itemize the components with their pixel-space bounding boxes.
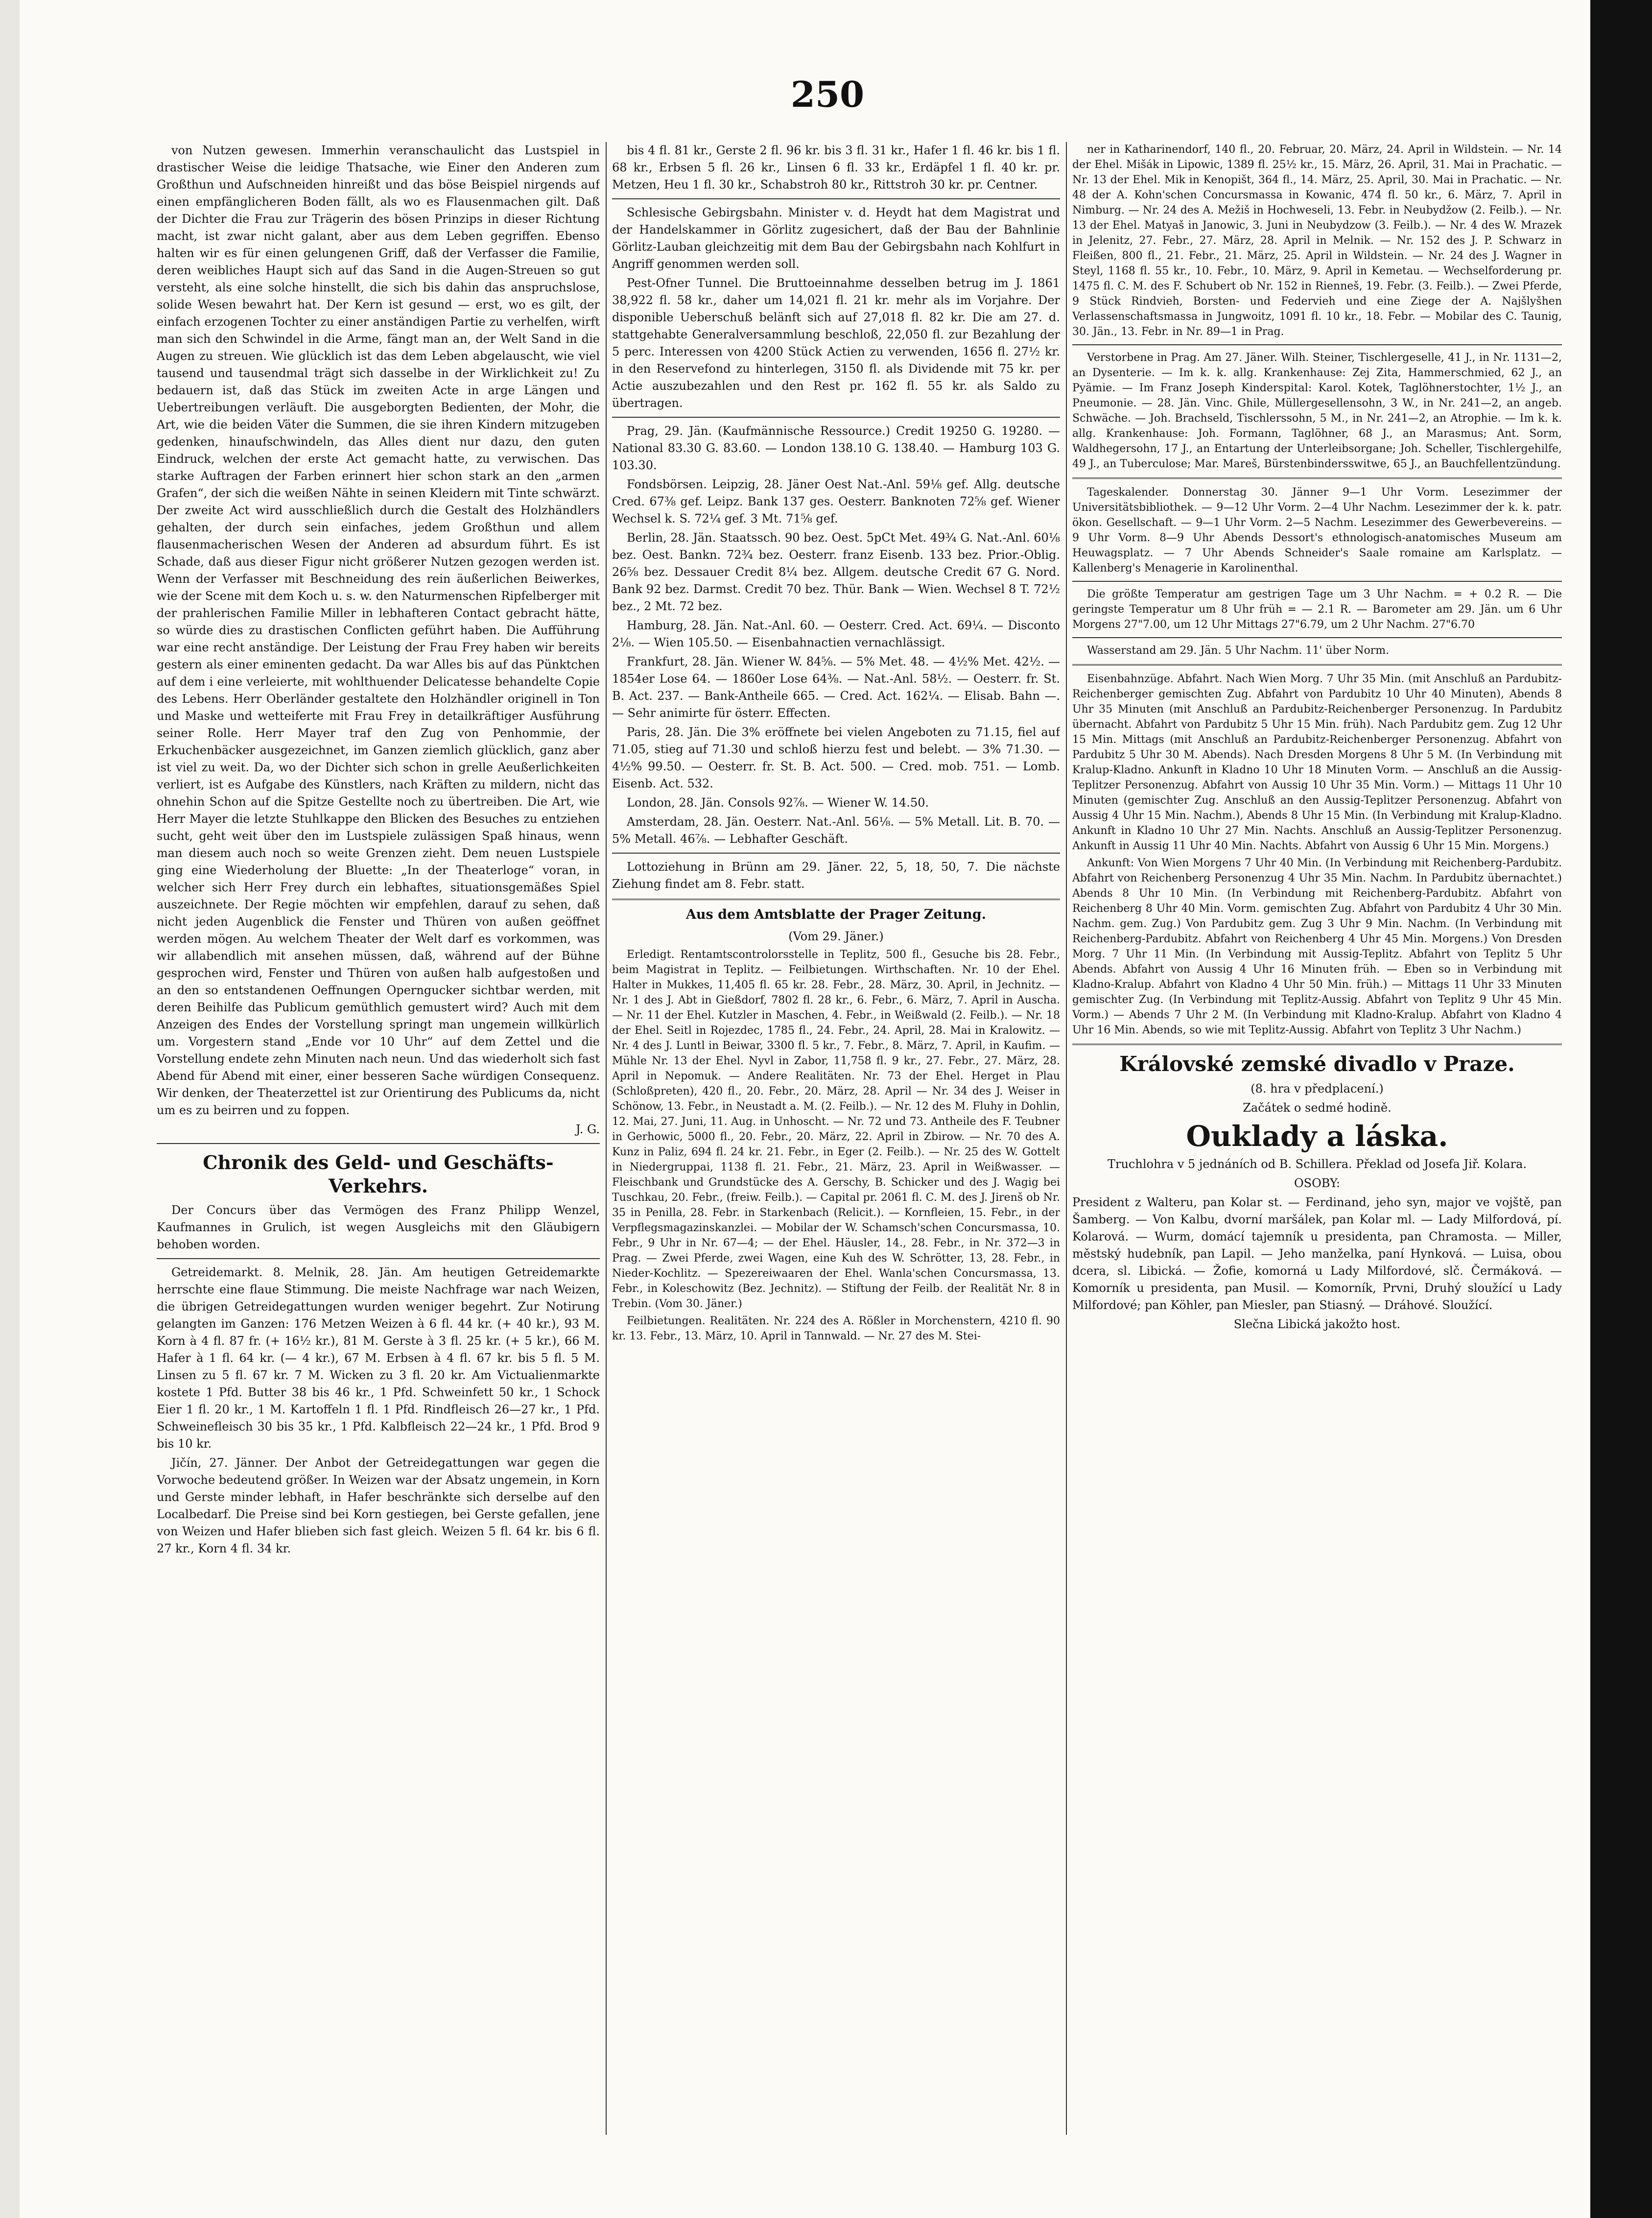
play-title: Ouklady a láska. — [1186, 1120, 1448, 1153]
stock-exchange-leipzig: Fondsbörsen. Leipzig, 28. Jäner Oest Nat.-Anl. 59⅛ gef. Allg. deutsche Cred. 67⅜ gef. Leipz. Bank 137 ges. Oesterr. Banknoten 72⅝ gef. Wiener Wechsel k. S. 72¼ gef. 3 Mt. 71⅝ gef. — [612, 477, 1060, 525]
pest-ofner-tunnel-news: Pest-Ofner Tunnel. Die Bruttoeinnahme desselben betrug im J. 1861 38,922 fl. 58 kr., daher um 14,021 fl. 21 kr. mehr als im Vorjahre. Der disponible Ueberschuß belänft sich auf 27,018 fl. 82 kr. Die am 27. d. stattgehabte Generalversammlung beschloß, 22,050 fl. zur Bezahlung der 5 perc. Interessen von 4200 Stück Actien zu verwenden, 1656 fl. 27½ kr. in den Reservefond zu hinterlegen, 3150 fl. als Dividende mit 75 kr. per Actie auszubezahlen und den Rest pr. 162 fl. 55 kr. als Saldo zu übertragen. — [612, 276, 1060, 410]
divider — [612, 853, 1060, 854]
water-level: Wasserstand am 29. Jän. 5 Uhr Nachm. 11' über Norm. — [1087, 644, 1390, 657]
column-divider — [1066, 142, 1067, 2135]
official-gazette-date: (Vom 29. Jäner.) — [788, 930, 884, 943]
review-signature: J. G. — [576, 1122, 600, 1136]
scan-right-border — [1590, 0, 1652, 2218]
guest-note: Slečna Libická jakožto host. — [1233, 1317, 1401, 1331]
auctions-continued: ner in Katharinendorf, 140 fl., 20. Februar, 20. März, 24. April in Wildstein. — Nr. 14 der Ehel. Mišák in Lipowic, 1389 fl. 25½ kr., 15. März, 26. April, 31. Mai in Prachatic. — Nr. 13 der Ehel. Mik in Kenopišt, 364 fl., 14. März, 25. April, 30. Mai in Prachatic. — Nr. 48 der A. Kohn'schen Concursmassa in Kowanic, 474 fl. 50 kr., 6. März, 7. April in Nimburg. — Nr. 24 des A. Mežiš in Hochweseli, 13. Febr. in Neubydžow (2. Feilb.). — Nr. 13 der Ehel. Matyaš in Janowic, 3. Juni in Neubydzow (3. Feilb.). — Nr. 4 des W. Mrazek in Jelenitz, 27. Febr., 27. März, 28. April in Melnik. — Nr. 152 des J. P. Schwarz in Fleißen, 800 fl., 21. Febr., 21. März, 25. April in Wildstein. — Nr. 24 des J. Wagner in Steyl, 1168 fl. 55 kr., 10. Febr., 10. März, 9. April in Kemetau. — Wechselforderung pr. 1475 fl. C. M. des F. Schubert ob Nr. 152 in Rienneš, 19. Febr. (3. Feilb.). — Zwei Pferde, 9 Stück Rindvieh, Borsten- und Federvieh und eine Ziege der A. Najšlyšhen Verlassenschaftsmassa in Jungwoitz, 1091 fl. 10 kr., 18. Febr. — Mobilar des C. Taunig, 30. Jän., 13. Febr. in Nr. 89—1 in Prag. — [1072, 143, 1562, 338]
divider — [1072, 581, 1562, 582]
column-2 — [612, 142, 1060, 2135]
silesian-railway-news: Schlesische Gebirgsbahn. Minister v. d. Heydt hat dem Magistrat und der Handelskammer in Görlitz zugesichert, daß der Bau der Bahnlinie Görlitz-Lauban gleichzeitig mit dem Bau der Gebirgsbahn nach Kohlfurt in Angriff genommen werden soll. — [612, 206, 1060, 271]
page-number: 250 — [790, 73, 865, 115]
stock-exchange-hamburg: Hamburg, 28. Jän. Nat.-Anl. 60. — Oesterr. Cred. Act. 69¼. — Disconto 2⅛. — Wien 105.50. — Eisenbahnactien vernachlässigt. — [612, 619, 1060, 649]
column-divider — [606, 142, 607, 2135]
stock-exchange-frankfurt: Frankfurt, 28. Jän. Wiener W. 84⅝. — 5% Met. 48. — 4½% Met. 42½. — 1854er Lose 64. — 1860er Lose 64⅜. — Nat.-Anl. 58½. — Oesterr. fr. St. B. Act. 237. — Bank-Antheile 665. — Cred. Act. 162¼. — Elisab. Bahn —. — Sehr animirte für österr. Effecten. — [612, 655, 1060, 720]
theatre-review-text: von Nutzen gewesen. Immerhin veranschaulicht das Lustspiel in drastischer Weise die leidige Thatsache, wie Einer den Anderen zum Großthun und Aufschneiden hinreißt und das böse Beispiel nirgends auf einen empfänglicheren Boden fällt, als wo es Flausenmachen gilt. Daß der Dichter die Frau zur Trägerin des bösen Prinzips in dieser Richtung macht, ist zwar nicht galant, aber aus dem Leben gegriffen. Ebenso halten wir es für einen gelungenen Griff, daß der Verfasser die Familie, deren weibliches Haupt sich auf das Sand in die Augen-Streuen so gut versteht, als eine solche hinstellt, die sich bis dahin das anspruchslose, solide Wesen bewahrt hat. Der Kern ist gesund — erst, wo es gilt, der einfach erzogenen Tochter zu einer anständigen Partie zu verhelfen, wirft man sich den Schwindel in die Arme, fängt man an, der Welt Sand in die Augen zu streuen. Wie glücklich ist das dem Leben abgelauscht, wie viel tausend und tausendmal trägt sich dasselbe in der Wirklichkeit zu! Zu bedauern ist, daß das Stück im zweiten Acte in arge Längen und Uebertreibungen verläuft. Die ausgeborgten Bedienten, der Mohr, die Art, wie die beiden Väter die Summen, die sie ihren Kindern mitzugeben gedenken, hinaufschwindeln, das Alles dient nur dazu, den guten Eindruck, welchen der erste Act gemacht hatte, zu verwischen. Das starke Auftragen der Farben erinnert hier schon stark an den „armen Grafen“, der sich die weißen Nähte in seinen Kleidern mit Tinte schwärzt. Der zweite Act wird ausschließlich durch die Gestalt des Holzhändlers gehalten, der durch sein einfaches, jedem Großthun und allem flausenmacherischen Wesen der Anderen ad absurdum führt. Es ist Schade, daß aus dieser Figur nicht größerer Nutzen gezogen werden ist. Wenn der Verfasser mit Beschneidung des rein äußerlichen Beiwerkes, wie der Scene mit dem Koch u. s. w. den Naturmenschen Ripfelberger mit der prahlerischen Familie Miller in lebhafteren Contact gebracht hätte, so würde dies zu drastischen Conflicten geführt haben. Die Aufführung war eine recht anständige. Der Leistung der Frau Frey haben wir bereits gestern als einer eminenten gedacht. Da war Alles bis auf das Pünktchen auf dem i eine verleierte, mit wohlthuender Delicatesse behandelte Copie des Lebens. Herr Oberländer gestaltete den Holzhändler originell in Ton und Maske und wetteiferte mit Frau Frey in detailkräftiger Ausführung seiner Rolle. Herr Mayer traf den Zug von Penhommie, der Erkuchenbäcker ausgezeichnet, im Ganzen ziemlich glücklich, ganz aber ist viel zu weit. Da, wo der Dichter sich schon in grelle Aeußerlichkeiten verliert, ist es Aufgabe des Künstlers, nach Kräften zu mildern, nicht das ohnehin Schon auf die Spitze Gestellte noch zu übertreiben. Die Art, wie Herr Mayer die letzte Stuhlkappe den Blicken des Besuches zu entziehen sucht, geht weit über den im Lustspiele zulässigen Spaß hinaus, wenn man diesem auch noch so weite Grenzen zieht. Dem neuen Lustspiele ging eine Wiederholung der Bluette: „In der Theaterloge“ voran, in welcher sich Herr Frey durch ein lebhaftes, situationsgemäßes Spiel auszeichnete. Der Regie möchten wir empfehlen, darauf zu sehen, daß nicht jeden Augenblick die Fenster und Thüren von außen geöffnet werden mögen. Au welchem Theater der Welt darf es vorkommen, was wir allabendlich mit ansehen müssen, daß, während auf der Bühne gesprochen wird, Fenster und Thüren von außen halb aufgestoßen und an den so entstandenen Oeffnungen Operngucker sichtbar werden, mit deren Beihilfe das Publicum gemüthlich gemustert wird? Auch mit dem Anzeigen des Endes der Vorstellung springt man ungemein willkürlich um. Vorgestern stand „Ende vor 10 Uhr“ auf dem Zettel und die Vorstellung endete zehn Minuten nach neun. Und das wiederholt sich fast Abend für Abend mit einer, einer besseren Sache würdigen Consequenz. Wir denken, der Theaterzettel ist zur Orientirung des Publicums da, nicht um es zu beirren und zu foppen. — [157, 143, 600, 1117]
stock-exchange-london: London, 28. Jän. Consols 92⅞. — Wiener W. 14.50. — [627, 796, 929, 810]
column-3 — [1072, 142, 1562, 2135]
divider — [612, 198, 1060, 199]
scan-left-margin — [0, 0, 20, 2218]
official-notices: Erledigt. Rentamtscontrolorsstelle in Teplitz, 500 fl., Gesuche bis 28. Febr., beim Magistrat in Teplitz. — Feilbietungen. Wirthschaften. Nr. 10 der Ehel. Halter in Mukkes, 11,405 fl. 65 kr. 28. Febr., 28. März, 30. April, in Jechnitz. — Nr. 1 des J. Abt in Gießdorf, 7802 fl. 28 kr., 6. Febr., 6. März, 7. April in Auscha. — Nr. 11 der Ehel. Kutzler in Maschen, 4. Febr., in Weißwald (2. Feilb.). — Nr. 18 der Ehel. Seitl in Rojezdec, 1785 fl., 24. Febr., 24. April, 28. Mai in Kralowitz. — Nr. 4 des J. Luntl in Beiwar, 3300 fl. 5 kr., 7. Febr., 8. März, 7. April, in Kaufim. — Mühle Nr. 13 der Ehel. Nyvl in Zabor, 11,758 fl. 9 kr., 27. Febr., 27. März, 28. April in Nepomuk. — Andere Realitäten. Nr. 73 der Ehel. Herget in Plau (Schloßpreten), 420 fl., 20. Febr., 20. März, 28. April — Nr. 34 des J. Weiser in Schönow, 13. Febr., in Neustadt a. M. (2. Feilb.). — Nr. 12 des M. Fluhy in Dohlin, 12. Mai, 27. Juni, 11. Aug. in Unhoscht. — Nr. 72 und 73. Antheile des F. Teubner in Gerhowic, 5000 fl., 20. Febr., 20. März, 22. April in Zbirow. — Nr. 70 des A. Kunz in Paliz, 694 fl. 24 kr. 21. Febr., in Eger (2. Feilb.). — Nr. 25 des W. Gottelt in Niedergruppai, 1138 fl. 21. Febr., 21. März, 23. April in Weißwasser. — Fleischbank und Grundstücke des A. Gerschy, B. Schicker und des J. Wagig bei Tuschkau, 20. Febr., (freiw. Feilb.). — Capital pr. 2061 fl. C. M. des J. Jirenš ob Nr. 35 in Penilla, 28. Febr. in Starkenbach (Relicit.). — Kornfleien, 15. Febr., in der Verpflegsmagazinskanzlei. — Mobilar der W. Schamsch'schen Concursmassa, 10. Febr., 9 Uhr in Nr. 67—4; — der Ehel. Häusler, 14., 28. Febr., in Nr. 372—3 in Prag. — Zwei Pferde, zwei Wagen, eine Kuh des W. Schrötter, 13, 28. Febr., in Nieder-Kochlitz. — Spezereiwaaren der Ehel. Wanla'schen Concursmassa, 13. Febr., in Koleschowitz (Bez. Jechnitz). — Stiftung der Feilb. der Realität Nr. 8 in Trebin. (Vom 30. Jäner.) — [612, 949, 1060, 1310]
divider — [1072, 637, 1562, 638]
finance-section-title: Chronik des Geld- und Geschäfts-Verkehrs. — [203, 1151, 554, 1197]
cast-heading: OSOBY: — [1294, 1176, 1340, 1190]
divider — [612, 417, 1060, 418]
divider — [1072, 1044, 1562, 1045]
stock-exchange-berlin: Berlin, 28. Jän. Staatssch. 90 bez. Oest. 5pCt Met. 49¾ G. Nat.-Anl. 60⅛ bez. Oest. Bankn. 72¾ bez. Oesterr. franz Eisenb. 133 bez. Prior.-Oblig. 26⅝ bez. Dessauer Credit 8¼ bez. Allgem. deutsche Credit 67 G. Nord. Bank 92 bez. Darmst. Credit 70 bez. Thür. Bank — Wien. Wechsel 8 T. 72½ bez., 2 Mt. 72 bez. — [612, 531, 1060, 613]
divider — [157, 1258, 600, 1259]
divider — [1072, 664, 1562, 666]
theatre-announcement — [1072, 1051, 1562, 1333]
prague-exchange: Prag, 29. Jän. (Kaufmännische Ressource.) Credit 19250 G. 19280. — National 83.30 G. 83.60. — London 138.10 G. 138.40. — Hamburg 103 G. 103.30. — [612, 424, 1060, 472]
cast-list: President z Walteru, pan Kolar st. — Ferdinand, jeho syn, major ve vojště, pan Šamberg. — Von Kalbu, dvorní maršálek, pan Kolar ml. — Lady Milfordová, pí. Kolarová. — Wurm, domácí tajemník u presidenta, pan Chramosta. — Miller, městský hudebník, pan Lapil. — Jeho manželka, paní Hynková. — Luisa, obou dcera, sl. Libická. — Žofie, komorná u Lady Milfordové, slč. Čermáková. — Komorník u presidenta, pan Musil. — Komorník, Prvni, Druhý sloužící u Lady Milfordové; pan Köhler, pan Miesler, pan Stiasný. — Dráhové. Sloužící. — [1072, 1195, 1562, 1312]
play-genre: Truchlohra v 5 jednáních od B. Schillera. Překlad od Josefa Jiř. Kolara. — [1107, 1157, 1527, 1171]
train-arrivals: Ankunft: Von Wien Morgens 7 Uhr 40 Min. (In Verbindung mit Reichenberg-Pardubitz. Abfahrt von Reichenberg Personenzug 4 Uhr 35 Min. Nachm. In Pardubitz übernachtet.) Abends 8 Uhr 10 Min. (In Verbindung mit Reichenberg-Pardubitz. Abfahrt von Reichenberg 8 Uhr 40 Min. Vorm. gemischten Zug. Abfahrt von Pardubitz 4 Uhr 30 Min. Nachm. gem. Zug.) Von Pardubitz gem. Zug 3 Uhr 9 Min. Nachm. (In Verbindung mit Reichenberg-Pardubitz. Abfahrt von Reichenberg 4 Uhr 45 Min. Morgens.) Von Dresden Morg. 7 Uhr 11 Min. (In Verbindung mit Aussig-Teplitz. Abfahrt von Teplitz 5 Uhr Abends. Abfahrt von Aussig 4 Uhr 16 Minuten früh. — Eben so in Verbindung mit Kladno-Kralup. Abfahrt von Kladno 4 Uhr 50 Min. früh.) — Mittags 11 Uhr 33 Minuten gemischter Zug. (In Verbindung mit Teplitz-Aussig. Abfahrt von Teplitz 9 Uhr 45 Min. Vorm.) — Abends 7 Uhr 2 M. (In Verbindung mit Kladno-Kralup. Abfahrt von Kladno 4 Uhr 16 Min. Abends, so wie mit Teplitz-Aussig. Abfahrt von Teplitz 3 Uhr Nachm.) — [1072, 857, 1562, 1036]
train-departures: Eisenbahnzüge. Abfahrt. Nach Wien Morg. 7 Uhr 35 Min. (mit Anschluß an Pardubitz-Reichenberger gemischten Zug. Abfahrt von Pardubitz 10 Uhr 40 Minuten), Abends 8 Uhr 35 Minuten (mit Anschluß an Pardubitz-Reichenberger Personenzug. In Pardubitz übernacht. Abfahrt von Pardubitz 5 Uhr 15 Min. früh). Nach Pardubitz gem. Zug 12 Uhr 15 Min. Mittags (mit Anschluß an Pardubitz-Reichenberger Personenzug. Abfahrt von Pardubitz 5 Uhr 30 M. Abends). Nach Dresden Morgens 8 Uhr 5 M. (In Verbindung mit Kralup-Kladno. Ankunft in Kladno 10 Uhr 18 Minuten Vorm. — Anschluß an die Aussig-Teplitzer Personenzug. Abfahrt von Aussig 10 Uhr 35 Min. Vorm.) — Mittags 11 Uhr 10 Minuten (gemischter Zug. Anschluß an den Aussig-Teplitzer Personenzug. Abfahrt von Aussig 4 Uhr 15 Min. Nachm.), Abends 8 Uhr 15 Min. (In Verbindung mit Kralup-Kladno. Ankunft in Kladno 10 Uhr 27 Min. Nachts. Anschluß an Aussig-Teplitzer Personenzug. Ankunft in Aussig 11 Uhr 40 Min. Nachts. Abfahrt von Aussig 6 Uhr 15 Min. Morgens.) — [1072, 673, 1562, 852]
theatre-title: Královské zemské divadlo v Praze. — [1119, 1052, 1515, 1076]
grain-prices-continued: bis 4 fl. 81 kr., Gerste 2 fl. 96 kr. bis 3 fl. 31 kr., Hafer 1 fl. 46 kr. bis 1 fl. 68 kr., Erbsen 5 fl. 26 kr., Linsen 6 fl. 33 kr., Erdäpfel 1 fl. 40 kr. pr. Metzen, Heu 1 fl. 30 kr., Schabstroh 80 kr., Rittstroh 30 kr. pr. Centner. — [612, 143, 1060, 191]
theatre-start-time: Začátek o sedmé hodině. — [1243, 1101, 1392, 1115]
divider — [612, 899, 1060, 900]
auctions-notice: Feilbietungen. Realitäten. Nr. 224 des A. Rößler in Morchenstern, 4210 fl. 90 kr. 13. Febr., 13. März, 10. April in Tannwald. — Nr. 27 des M. Stei- — [612, 1315, 1060, 1342]
divider — [1072, 344, 1562, 345]
day-calendar: Tageskalender. Donnerstag 30. Jänner 9—1 Uhr Vorm. Lesezimmer der Universitätsbibliothek. — 9—12 Uhr Vorm. 2—4 Uhr Nachm. Lesezimmer der k. k. patr. ökon. Gesellschaft. — 9—1 Uhr Vorm. 2—5 Nachm. Lesezimmer des Gewerbevereins. — 9 Uhr Vorm. 8—9 Uhr Abends Dessort's ethnologisch-anatomisches Museum am Heuwagsplatz. — 7 Uhr Abends Schneider's Saale romaine am Karlsplatz. — Kallenberg's Menagerie in Karolinenthal. — [1072, 486, 1562, 574]
stock-exchange-paris: Paris, 28. Jän. Die 3% eröffnete bei vielen Angeboten zu 71.15, fiel auf 71.05, stieg auf 71.30 und schloß hierzu fest und belebt. — 3% 71.30. — 4½% 99.50. — Oesterr. fr. St. B. Act. 500. — Cred. mob. 751. — Lomb. Eisenb. Act. 532. — [612, 725, 1060, 790]
grain-market-melnik: Getreidemarkt. 8. Melnik, 28. Jän. Am heutigen Getreidemarkte herrschte eine flaue Stimmung. Die meiste Nachfrage war nach Weizen, die übrigen Getreidegattungen wurden weniger begehrt. Zur Notirung gelangten im Ganzen: 176 Metzen Weizen à 6 fl. 44 kr. (+ 40 kr.), 93 M. Korn à 4 fl. 87 fr. (+ 16½ kr.), 81 M. Gerste à 3 fl. 25 kr. (+ 5 kr.), 66 M. Hafer à 1 fl. 64 kr. (— 4 kr.), 67 M. Erbsen à 4 fl. 67 kr. bis 5 fl. 5 M. Linsen zu 5 fl. 67 kr. 7 M. Wicken zu 3 fl. 20 kr. Am Victualienmarkte kostete 1 Pfd. Butter 38 bis 46 kr., 1 Pfd. Schweinfett 50 kr., 1 Schock Eier 1 fl. 20 kr., 1 M. Kartoffeln 1 fl. 1 Pfd. Rindfleisch 26—27 kr., 1 Pfd. Schweinefleisch 30 bis 35 kr., 1 Pfd. Kalbfleisch 22—24 kr., 1 Pfd. Brod 9 bis 10 kr. — [157, 1265, 600, 1451]
official-gazette-title: Aus dem Amtsblatte der Prager Zeitung. — [685, 907, 987, 922]
divider — [157, 1143, 600, 1144]
concurs-notice: Der Concurs über das Vermögen des Franz Philipp Wenzel, Kaufmannes in Grulich, ist wegen Ausgleichs mit den Gläubigern behoben worden. — [157, 1203, 600, 1251]
weather-report: Die größte Temperatur am gestrigen Tage um 3 Uhr Nachm. = + 0.2 R. — Die geringste Temperatur um 8 Uhr früh = — 2.1 R. — Barometer am 29. Jän. um 6 Uhr Morgens 27"7.00, um 12 Uhr Mittags 27"6.79, um 2 Uhr Nachm. 27"6.70 — [1072, 588, 1562, 631]
grain-market-jicin: Jičín, 27. Jänner. Der Anbot der Getreidegattungen war gegen die Vorwoche bedeutend größer. In Weizen war der Absatz ungemein, in Korn und Gerste minder lebhaft, in Hafer beschränkte sich derselbe auf den Localbedarf. Die Preise sind bei Korn gestiegen, bei Gerste gefallen, jene von Weizen und Hafer blieben sich fast gleich. Weizen 5 fl. 64 kr. bis 6 fl. 27 kr., Korn 4 fl. 34 kr. — [157, 1456, 600, 1555]
column-1 — [157, 142, 600, 2135]
divider — [1072, 477, 1562, 479]
stock-exchange-amsterdam: Amsterdam, 28. Jän. Oesterr. Nat.-Anl. 56⅛. — 5% Metall. Lit. B. 70. — 5% Metall. 46⅞. — Lebhafter Geschäft. — [612, 815, 1060, 846]
lottery-draw: Lottoziehung in Brünn am 29. Jäner. 22, 5, 18, 50, 7. Die nächste Ziehung findet am 8. Febr. statt. — [612, 860, 1060, 891]
theatre-series: (8. hra v předplacení.) — [1251, 1082, 1384, 1096]
deaths-in-prague: Verstorbene in Prag. Am 27. Jäner. Wilh. Steiner, Tischlergeselle, 41 J., in Nr. 1131—2, an Dysenterie. — Im k. k. allg. Krankenhause: Zej Zita, Hammerschmied, 62 J., an Pyämie. — Im Franz Joseph Kinderspital: Karol. Kotek, Taglöhnerstochter, 1½ J., an Pneumonie. — 28. Jän. Vinc. Ghile, Müllergesellensohn, 3 W., in Nr. 241—2, an angeb. Schwäche. — Joh. Brachseld, Tischlerssohn, 5 M., in Nr. 241—2, an Atrophie. — Im k. k. allg. Krankenhause: Joh. Formann, Taglöhner, 68 J., an Marasmus; Ant. Sorm, Waldhegersohn, 17 J., an Entartung der Unterleibsorgane; Joh. Scheller, Tischlergehilfe, 49 J., an Tuberculose; Mar. Mareš, Bürstenbindersswitwe, 65 J., an Bauchfellentzündung. — [1072, 352, 1562, 470]
